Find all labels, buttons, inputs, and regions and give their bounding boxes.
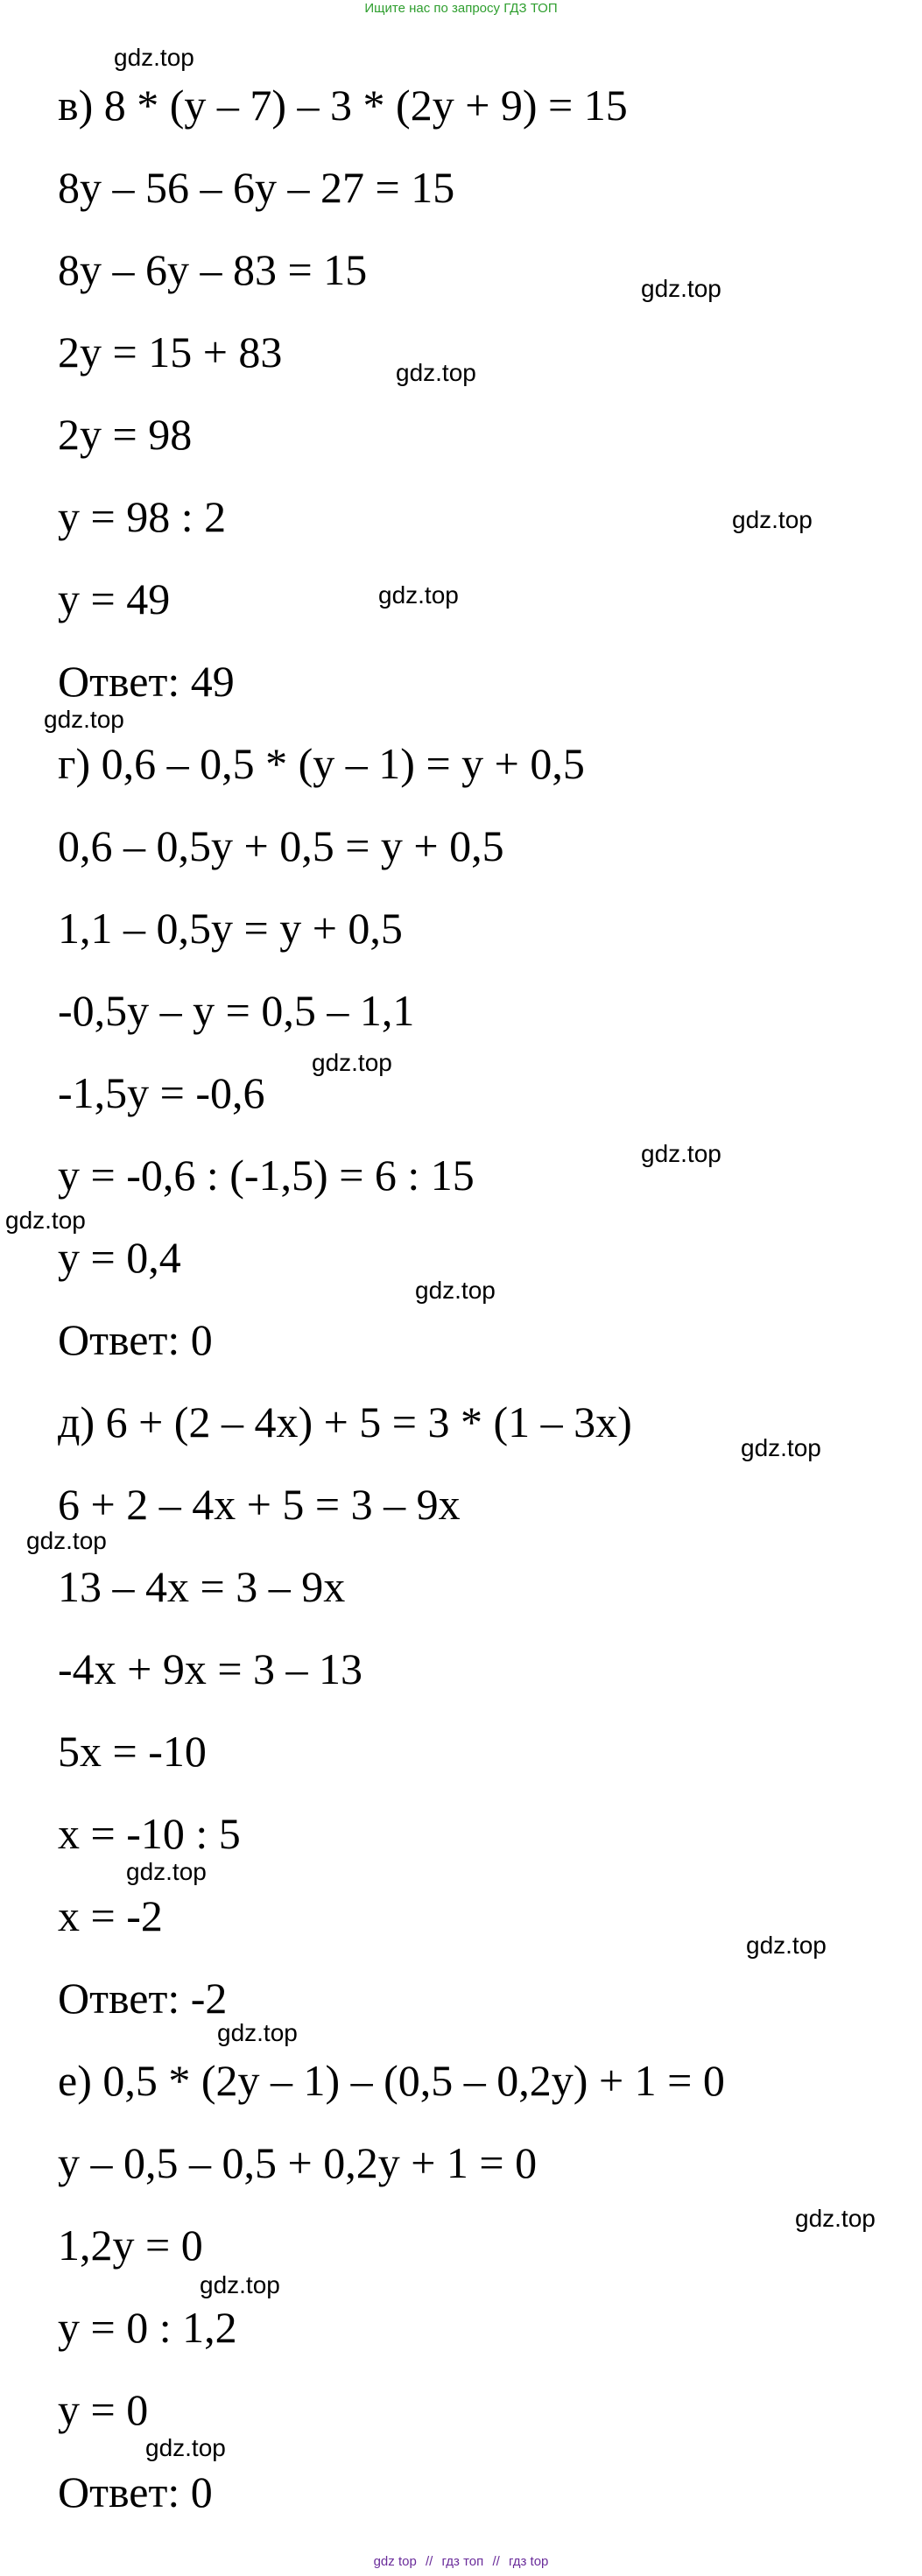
watermark-text: gdz.top [741,1434,821,1461]
equation-line: x = -10 : 5 [58,1809,241,1858]
equation-line: 13 – 4x = 3 – 9x [58,1562,346,1611]
top-banner: Ищите нас по запросу ГДЗ ТОП [364,1,558,16]
equation-line: y = 49 [58,574,171,623]
equation-line: д) 6 + (2 – 4x) + 5 = 3 * (1 – 3x) [58,1397,632,1446]
watermark-text: gdz.top [415,1277,496,1304]
footer-separator: // [425,2554,433,2569]
watermark-text: gdz.top [26,1527,107,1554]
equation-line: y = -0,6 : (-1,5) = 6 : 15 [58,1151,475,1200]
watermark-text: gdz.top [5,1207,86,1234]
watermark-text: gdz.top [641,1140,721,1167]
equation-line: е) 0,5 * (2y – 1) – (0,5 – 0,2y) + 1 = 0 [58,2056,725,2105]
watermark-text: gdz.top [114,44,194,71]
equation-line: 2y = 98 [58,410,193,459]
footer-link-gdz-top-mixed[interactable]: гдз top [508,2554,549,2569]
equation-line: в) 8 * (y – 7) – 3 * (2y + 9) = 15 [58,81,628,130]
equation-line: 6 + 2 – 4x + 5 = 3 – 9x [58,1480,461,1529]
equation-line: 0,6 – 0,5y + 0,5 = y + 0,5 [58,821,504,870]
equation-line: 1,2y = 0 [58,2221,203,2270]
equation-line: 2y = 15 + 83 [58,327,283,377]
equation-line: y = 0 [58,2385,149,2434]
answer-line: Ответ: 49 [58,657,235,706]
watermark-text: gdz.top [44,706,124,733]
equation-line: 1,1 – 0,5y = y + 0,5 [58,904,403,953]
footer-link-gdz-top-ru[interactable]: гдз топ [441,2554,484,2569]
watermark-text: gdz.top [396,359,476,386]
equation-line: y = 98 : 2 [58,492,227,541]
watermark-text: gdz.top [378,581,459,609]
watermark-text: gdz.top [217,2019,298,2046]
equation-line: -1,5y = -0,6 [58,1068,265,1117]
answer-line: Ответ: 0 [58,1315,213,1364]
watermark-text: gdz.top [126,1858,207,1885]
watermark-text: gdz.top [312,1049,392,1076]
answer-line: Ответ: -2 [58,1974,228,2023]
answer-line: Ответ: 0 [58,2467,213,2516]
equation-line: -4x + 9x = 3 – 13 [58,1644,363,1693]
equation-line: y = 0,4 [58,1233,181,1282]
footer-separator: // [492,2554,500,2569]
watermark-text: gdz.top [145,2434,226,2461]
footer-links [0,2553,922,2572]
watermark-text: gdz.top [641,275,721,302]
equation-line: 8y – 56 – 6y – 27 = 15 [58,163,455,212]
equation-line: y – 0,5 – 0,5 + 0,2y + 1 = 0 [58,2138,538,2187]
equation-line: 5x = -10 [58,1727,207,1776]
watermark-text: gdz.top [732,506,813,533]
equation-line: 8y – 6y – 83 = 15 [58,245,368,294]
equation-line: y = 0 : 1,2 [58,2303,237,2352]
watermark-text: gdz.top [200,2271,280,2298]
footer-link-gdz-top[interactable]: gdz top [373,2554,417,2569]
equation-line: -0,5y – y = 0,5 – 1,1 [58,986,415,1035]
watermark-text: gdz.top [795,2205,876,2232]
watermark-text: gdz.top [746,1932,827,1959]
equation-line: г) 0,6 – 0,5 * (y – 1) = y + 0,5 [58,739,585,788]
equation-line: x = -2 [58,1891,163,1940]
